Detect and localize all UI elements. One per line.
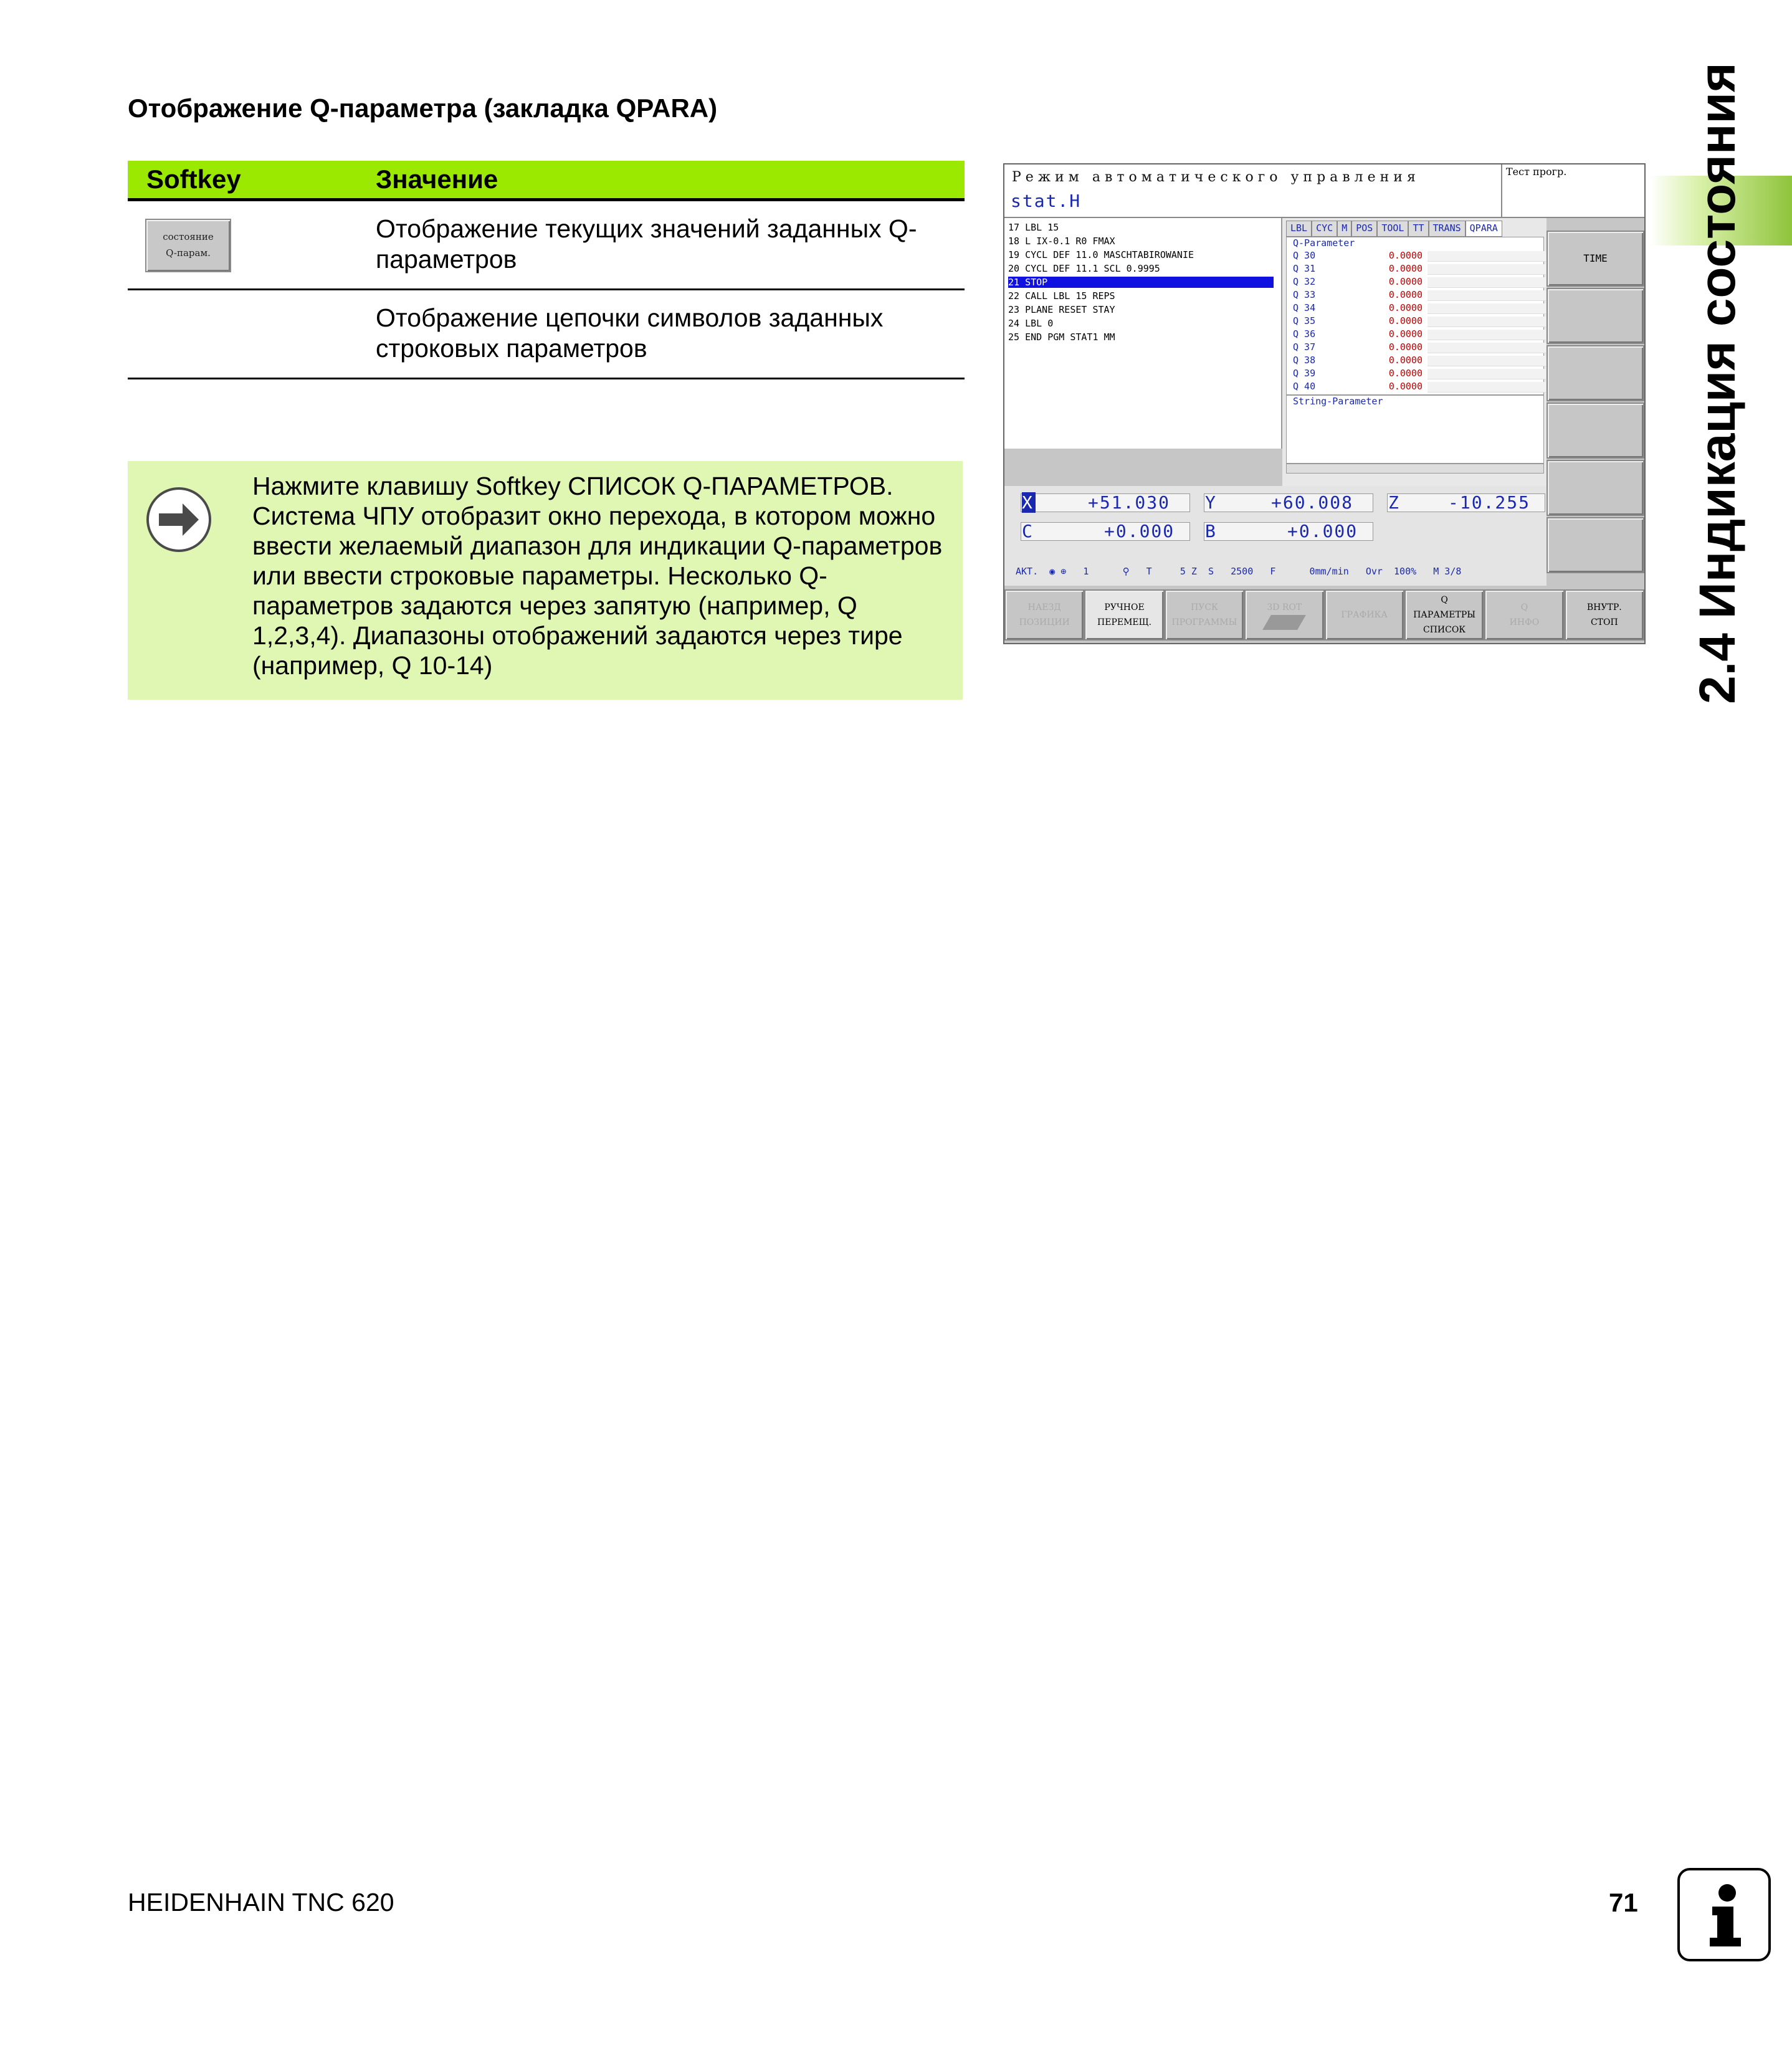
q-parameter-panel [1286, 237, 1544, 395]
softkey-label: ПОЗИЦИИ [1019, 617, 1070, 627]
header-softkey: Softkey [146, 164, 241, 194]
q-bar [1427, 264, 1546, 275]
softkey-time[interactable]: TIME [1547, 231, 1644, 287]
q-bar [1427, 303, 1546, 314]
vertical-softkey-6[interactable] [1547, 460, 1644, 516]
tnc-screenshot [1003, 163, 1646, 644]
axis-b-value: +0.000 [1287, 521, 1358, 541]
q-name: Q 35 [1293, 315, 1316, 326]
q-name: Q 34 [1293, 302, 1316, 313]
q-value: 0.0000 [1388, 368, 1423, 379]
row-description: Отображение текущих значений заданных Q-параметров [376, 214, 917, 274]
q-value: 0.0000 [1388, 315, 1423, 326]
softkey-label: ПРОГРАММЫ [1171, 617, 1237, 627]
q-name: Q 38 [1293, 355, 1316, 366]
rotate-icon [1262, 615, 1306, 630]
header-meaning: Значение [376, 164, 498, 194]
softkey-label: НАЕЗД [1027, 602, 1061, 612]
mode-label: Режим автоматического управления [1012, 169, 1420, 185]
softkey-label: ГРАФИКА [1341, 610, 1388, 620]
note-text: Нажмите клавишу Softkey СПИСОК Q-ПАРАМЕТРОВ. Система ЧПУ отобразит окно перехода, в котором можно ввести желаемый диапазон для индикации Q-параметров или ввести строковые параметры. Несколько Q-параметров задаются через запятую (например, Q 1,2,3,4). Диапазоны отображений задаются через тире (например, Q 10-14) [252, 472, 943, 680]
q-bar [1427, 343, 1546, 353]
bottom-softkey-row [1004, 589, 1644, 643]
tab-trans[interactable]: TRANS [1429, 221, 1466, 237]
table-row [128, 201, 965, 290]
program-line: 23 PLANE RESET STAY [1008, 304, 1115, 315]
q-bar [1427, 382, 1546, 393]
softkey-q-info[interactable] [1484, 589, 1564, 641]
table-header [128, 161, 965, 201]
vertical-softkey-3[interactable] [1547, 288, 1644, 344]
tab-tt[interactable]: TT [1408, 221, 1428, 237]
axis-c-label: C [1022, 521, 1034, 541]
q-name: Q 37 [1293, 341, 1316, 353]
axis-y-label: Y [1205, 492, 1217, 513]
axis-x-value: +51.030 [1088, 492, 1171, 513]
note-box [128, 461, 963, 700]
horizontal-scrollbar[interactable] [1286, 464, 1544, 474]
q-bar [1427, 290, 1546, 301]
string-parameter-panel [1286, 395, 1544, 464]
program-line: 24 LBL 0 [1008, 318, 1054, 329]
row-description: Отображение цепочки символов заданных строковых параметров [376, 303, 884, 363]
softkey-approach-position[interactable] [1004, 589, 1084, 641]
q-value: 0.0000 [1388, 250, 1423, 261]
q-value: 0.0000 [1388, 341, 1423, 353]
softkey-label: ПАРАМЕТРЫ [1413, 610, 1476, 620]
program-line: 25 END PGM STAT1 MM [1008, 331, 1115, 343]
q-bar [1427, 251, 1546, 262]
softkey-program-start[interactable] [1165, 589, 1244, 641]
q-bar [1427, 317, 1546, 327]
softkey-label: ИНФО [1509, 617, 1540, 627]
axis-x-label: X [1022, 492, 1036, 513]
footer-product: HEIDENHAIN TNC 620 [128, 1888, 394, 1917]
q-bar [1427, 356, 1546, 366]
softkey-label: СПИСОК [1423, 625, 1466, 635]
axis-c-value: +0.000 [1104, 521, 1175, 541]
program-name: stat.H [1011, 191, 1082, 211]
softkey-q-parameter-list[interactable] [1404, 589, 1484, 641]
q-name: Q 30 [1293, 250, 1316, 261]
softkey-q-param-status [145, 219, 231, 272]
axis-x [1022, 492, 1036, 513]
axis-y [1205, 492, 1219, 513]
vertical-softkey-5[interactable] [1547, 402, 1644, 459]
tab-cyc[interactable]: CYC [1312, 221, 1337, 237]
q-name: Q 31 [1293, 263, 1316, 274]
tab-pos[interactable]: POS [1351, 221, 1377, 237]
softkey-label: ВНУТР. [1586, 602, 1622, 612]
mode-header [1004, 164, 1502, 218]
q-value: 0.0000 [1388, 276, 1423, 287]
q-value: 0.0000 [1388, 328, 1423, 340]
tab-qpara[interactable]: QPARA [1466, 221, 1502, 237]
softkey-label: СТОП [1590, 617, 1618, 627]
softkey-label-line2: Q-парам. [166, 247, 211, 259]
string-parameter-header: String-Parameter [1293, 396, 1383, 407]
q-bar [1427, 330, 1546, 340]
softkey-label: Q [1441, 595, 1448, 605]
axis-z-value: -10.255 [1448, 492, 1531, 513]
q-value: 0.0000 [1388, 381, 1423, 392]
status-area [1282, 218, 1547, 486]
page-number: 71 [1609, 1888, 1638, 1917]
softkey-manual-traverse[interactable] [1084, 589, 1164, 641]
position-display [1004, 486, 1547, 586]
axis-y-value: +60.008 [1271, 492, 1354, 513]
arrow-right-icon [146, 487, 211, 552]
table-row [128, 290, 965, 379]
vertical-softkey-7[interactable] [1547, 517, 1644, 573]
secondary-mode-box [1502, 164, 1644, 218]
test-mode-label: Тест прогр. [1506, 166, 1567, 178]
program-line: 17 LBL 15 [1008, 222, 1059, 233]
axis-c [1022, 521, 1036, 541]
axis-z [1388, 492, 1402, 513]
program-line: 22 CALL LBL 15 REPS [1008, 290, 1115, 302]
status-tabs [1286, 221, 1502, 237]
program-line-active: 21 STOP [1008, 277, 1274, 288]
q-bar [1427, 369, 1546, 379]
q-name: Q 39 [1293, 368, 1316, 379]
info-icon [1677, 1868, 1771, 1961]
side-chapter-title: 2.4 Индикация состояния [1689, 62, 1746, 704]
softkey-label: 3D ROT [1267, 602, 1302, 612]
softkey-graphics[interactable] [1325, 589, 1404, 641]
status-line: АКТ. ◉ ⊕ 1 ⚲ T 5 Z S 2500 F 0mm/min Ovr 100% M 3/8 [1016, 566, 1462, 577]
q-bar [1427, 277, 1546, 288]
program-line: 19 CYCL DEF 11.0 MASCHTABIROWANIE [1008, 249, 1194, 260]
tab-tool[interactable]: TOOL [1377, 221, 1408, 237]
vertical-softkey-4[interactable] [1547, 345, 1644, 401]
axis-z-label: Z [1388, 492, 1400, 513]
q-value: 0.0000 [1388, 289, 1423, 300]
q-parameter-header: Q-Parameter [1293, 237, 1355, 249]
tab-m[interactable]: M [1337, 221, 1351, 237]
program-line: 20 CYCL DEF 11.1 SCL 0.9995 [1008, 263, 1160, 274]
tab-lbl[interactable]: LBL [1286, 221, 1312, 237]
q-value: 0.0000 [1388, 263, 1423, 274]
softkey-internal-stop[interactable] [1565, 589, 1644, 641]
q-name: Q 33 [1293, 289, 1316, 300]
softkey-table [128, 161, 965, 379]
q-name: Q 36 [1293, 328, 1316, 340]
q-name: Q 32 [1293, 276, 1316, 287]
section-title: Отображение Q-параметра (закладка QPARA) [128, 93, 718, 123]
softkey-label-line1: состояние [163, 231, 214, 242]
program-line: 18 L IX-0.1 R0 FMAX [1008, 236, 1115, 247]
q-value: 0.0000 [1388, 302, 1423, 313]
softkey-label: ПУСК [1191, 602, 1218, 612]
axis-b [1205, 521, 1219, 541]
softkey-label: Q [1520, 602, 1528, 612]
axis-b-label: B [1205, 521, 1217, 541]
q-value: 0.0000 [1388, 355, 1423, 366]
softkey-label: ПЕРЕМЕЩ. [1097, 617, 1152, 627]
program-area [1004, 218, 1282, 449]
softkey-3d-rot[interactable] [1244, 589, 1324, 641]
softkey-label: РУЧНОЕ [1104, 602, 1145, 612]
q-name: Q 40 [1293, 381, 1316, 392]
